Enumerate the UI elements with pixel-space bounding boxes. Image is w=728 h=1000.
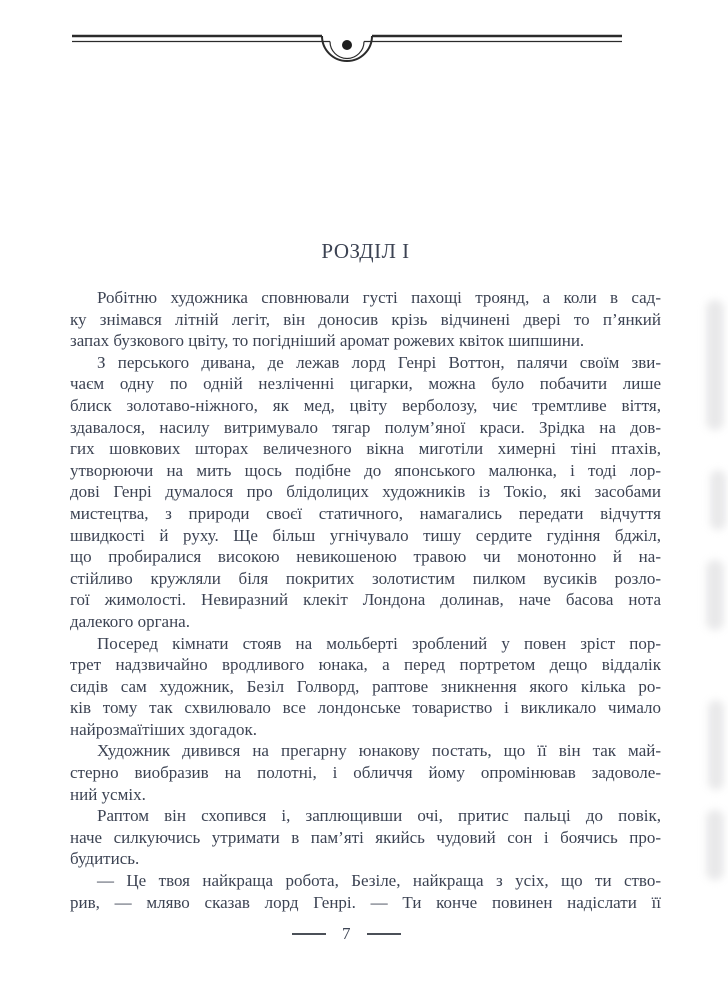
scan-smudge (706, 560, 724, 630)
text-line: блиск золотаво-ніжного, як мед, цвіту верболозу, чиє тремтливе віття, (70, 395, 661, 415)
text-line: будитись. (70, 849, 140, 869)
chapter-title: РОЗДІЛ I (321, 239, 410, 263)
text-line: здавалося, насилу витримувало тягар полум’яної краси. Зрідка на дов- (70, 417, 661, 437)
page-number: 7 (342, 924, 351, 943)
scan-smudge (706, 300, 724, 430)
text-line: рив, — мляво сказав лорд Генрі. — Ти конче повинен надіслати її (70, 892, 661, 912)
text-line: — Це твоя найкраща робота, Безіле, найкраща з усіх, що ти ство- (97, 871, 661, 891)
text-line: дові Генрі думалося про блідолицих художників із Токіо, які засобами (70, 482, 661, 502)
paragraph (70, 870, 661, 913)
header-ornament-icon (72, 32, 622, 68)
text-line: стерно виобразив на полотні, і обличчя йому опромінював задоволе- (70, 763, 661, 783)
text-line: Посеред кімнати стояв на мольберті зроблений у повен зріст пор- (97, 633, 661, 653)
scan-smudge (706, 810, 724, 880)
paragraph (70, 352, 661, 633)
body-text (70, 287, 661, 913)
text-line: ку знімався літній легіт, він доносив крізь відчинені двері то п’янкий (70, 309, 661, 329)
footer-rule-left (292, 933, 326, 935)
text-line: Робітню художника сповнювали густі пахощі троянд, а коли в сад- (97, 288, 661, 307)
text-line: гої жимолості. Невиразний клекіт Лондона долинав, наче басова нота (70, 590, 661, 610)
text-line: наче силкуючись утримати в пам’яті якийсь чудовий сон і боячись про- (70, 827, 661, 847)
text-line: мистецтва, з природи своєї статичного, намагались передати відчуття (70, 503, 661, 523)
text-line: швидкості й руху. Ще більш угнічувало тишу сердите гудіння бджіл, (70, 525, 661, 545)
paragraph (70, 633, 661, 741)
text-line: стійливо кружляли біля покритих золотистим пилком вусиків розло- (70, 568, 661, 588)
text-line: Художник дивився на прегарну юнакову постать, що її він так май- (97, 741, 661, 761)
text-line: що пробиралися високою невикошеною травою чи монотонно й на- (70, 547, 661, 567)
text-line: З перського дивана, де лежав лорд Генрі Воттон, палячи своїм зви- (97, 352, 661, 372)
text-line: запах бузкового цвіту, то погідніший аромат рожевих квіток шипшини. (70, 331, 585, 351)
text-line: ний усміх. (70, 784, 146, 804)
footer-rule-right (367, 933, 401, 935)
scan-smudge (710, 470, 726, 530)
paragraph (70, 287, 661, 352)
page-footer (292, 924, 401, 944)
text-line: ків тому так схвилювало все лондонське товариство і викликало чимало (70, 698, 661, 718)
text-line: гих шовкових шторах величезного вікна миготіли химерні тіні птахів, (70, 439, 661, 459)
ornament-dot-icon (342, 40, 352, 50)
text-line: далекого органа. (70, 611, 190, 631)
paragraph (70, 805, 661, 870)
text-line: утворюючи на мить щось подібне до японського малюнка, і тоді лор- (70, 460, 661, 480)
paragraph (70, 740, 661, 805)
text-line: чаєм одну по одній незліченні цигарки, можна було побачити лише (70, 374, 661, 394)
text-line: трет надзвичайно вродливого юнака, а перед портретом дещо віддалік (70, 655, 661, 675)
scan-smudge (708, 700, 724, 790)
text-line: Раптом він схопився і, заплющивши очі, притис пальці до повік, (97, 806, 661, 826)
text-line: сидів сам художник, Безіл Голворд, раптове зникнення якого кілька ро- (70, 676, 661, 696)
text-line: найрозмаїтіших здогадок. (70, 719, 257, 739)
